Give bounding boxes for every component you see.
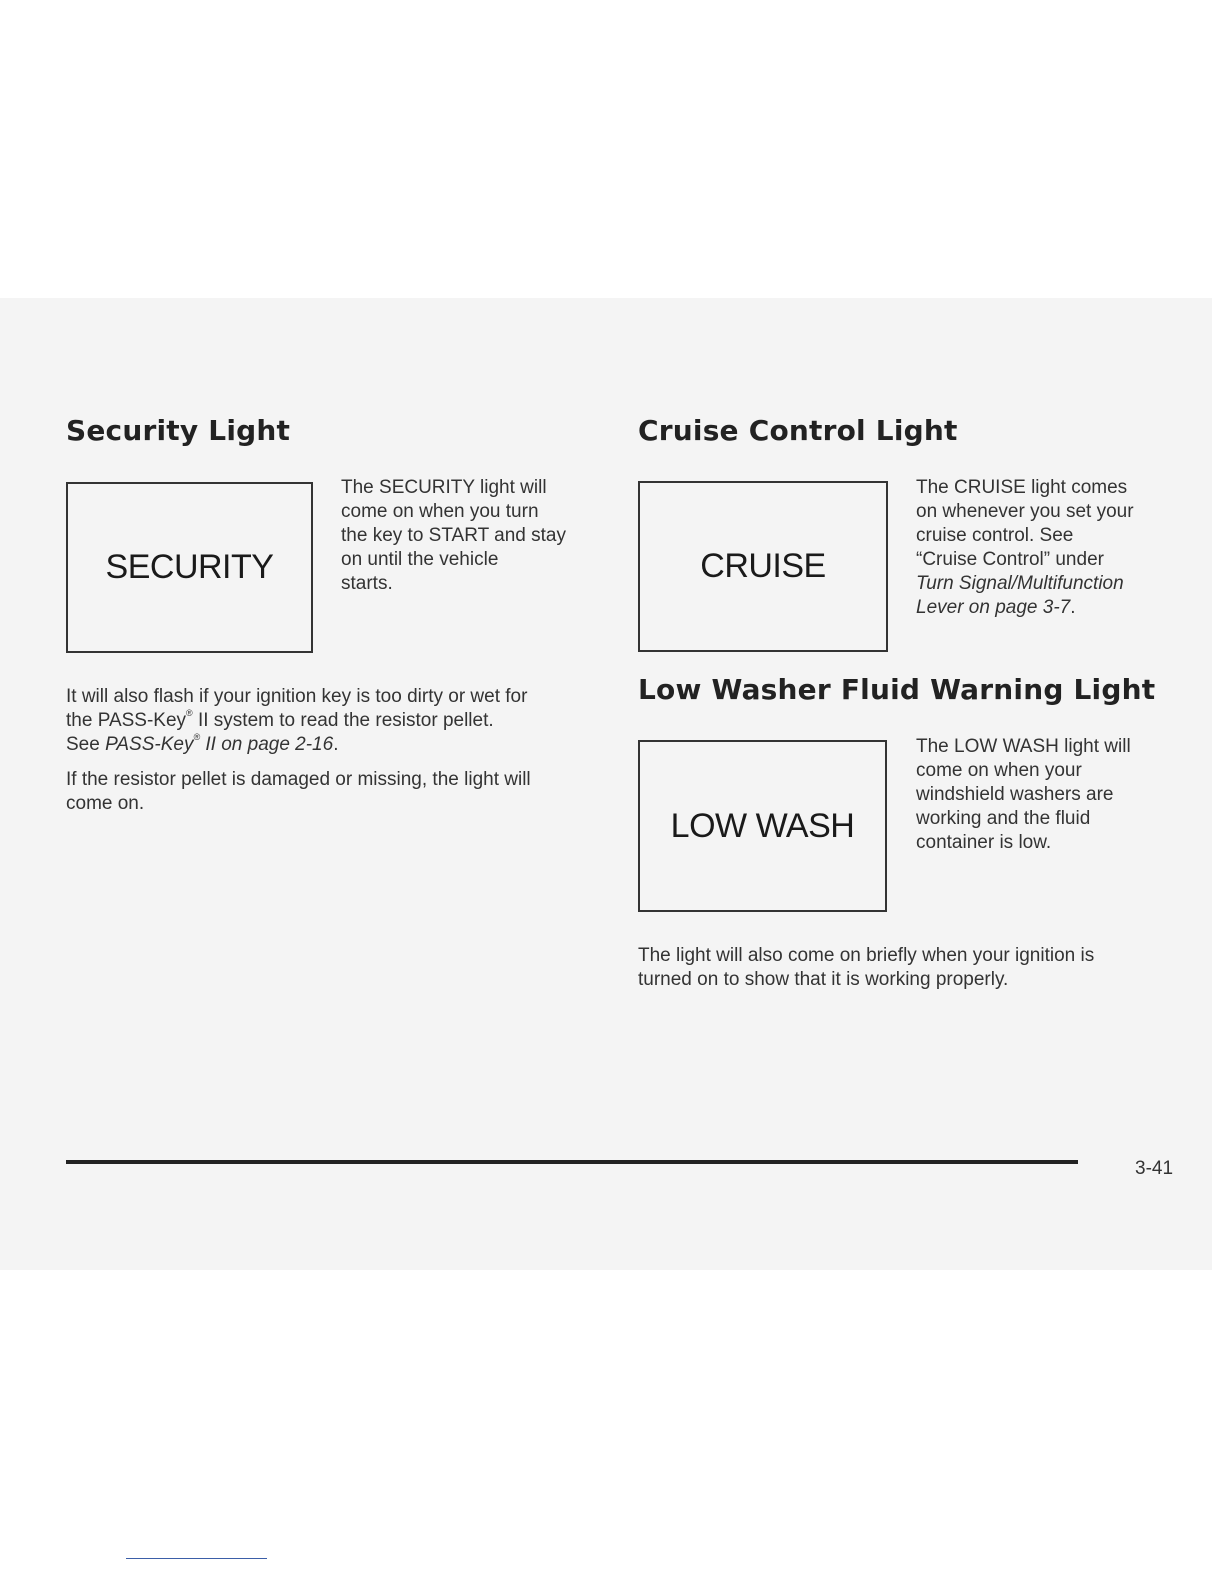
low-wash-indicator-box [638,740,887,912]
text-line: come on. [66,793,145,814]
text-line: The CRUISE light comes [916,477,1128,498]
security-intro-text [341,476,566,596]
security-indicator-label: SECURITY [105,548,274,586]
washer-paragraph [638,944,1094,992]
cruise-light-heading: Cruise Control Light [638,414,958,447]
link-underline [126,1558,267,1559]
text-line: come on when you turn [341,501,539,522]
text-line: The LOW WASH light will [916,736,1131,757]
text-line: on whenever you set your [916,501,1134,522]
manual-page [0,298,1212,1270]
text-line: working and the fluid [916,808,1091,829]
text-line [916,596,1134,620]
text-fragment: the PASS-Key [66,710,187,731]
text-fragment: See [66,734,106,755]
cruise-text [916,476,1134,620]
text-line: come on when your [916,760,1082,781]
text-fragment: PASS-Key [105,734,194,755]
text-line: cruise control. See [916,525,1074,546]
lever-page-reference: Lever on page 3-7 [916,597,1071,618]
washer-light-heading: Low Washer Fluid Warning Light [638,673,1156,706]
text-fragment: II on page 2-16 [200,734,334,755]
text-line [916,572,1134,596]
security-paragraph-2 [66,768,531,816]
pass-key-reference [105,734,333,755]
low-wash-indicator-label: LOW WASH [670,806,855,845]
text-line: The light will also come on briefly when your ignition is [638,945,1095,966]
text-line: windshield washers are [916,784,1114,805]
registered-mark: ® [193,732,201,742]
text-line: “Cruise Control” under [916,549,1104,570]
security-indicator-box [66,482,313,653]
text-fragment: . [333,734,339,755]
page-number: 3-41 [1135,1158,1174,1179]
cruise-indicator-label: CRUISE [700,547,826,585]
text-line: If the resistor pellet is damaged or missing, the light will [66,769,531,790]
washer-intro-text [916,735,1131,855]
cruise-indicator-box [638,481,888,652]
security-paragraph-1 [66,685,527,757]
footer-rule [66,1160,1078,1164]
text-line: the key to START and stay [341,525,566,546]
text-line: The SECURITY light will [341,477,547,498]
text-line [66,733,527,757]
text-line: on until the vehicle [341,549,499,570]
registered-mark: ® [186,708,193,718]
text-line: starts. [341,573,393,594]
text-line: turned on to show that it is working properly. [638,969,1009,990]
text-fragment: . [1070,597,1076,618]
security-light-heading: Security Light [66,414,291,447]
text-line: It will also flash if your ignition key is too dirty or wet for [66,686,528,707]
turn-signal-reference: Turn Signal/Multifunction [916,573,1124,594]
text-line: container is low. [916,832,1052,853]
text-line [66,709,527,733]
text-fragment: II system to read the resistor pellet. [192,710,494,731]
